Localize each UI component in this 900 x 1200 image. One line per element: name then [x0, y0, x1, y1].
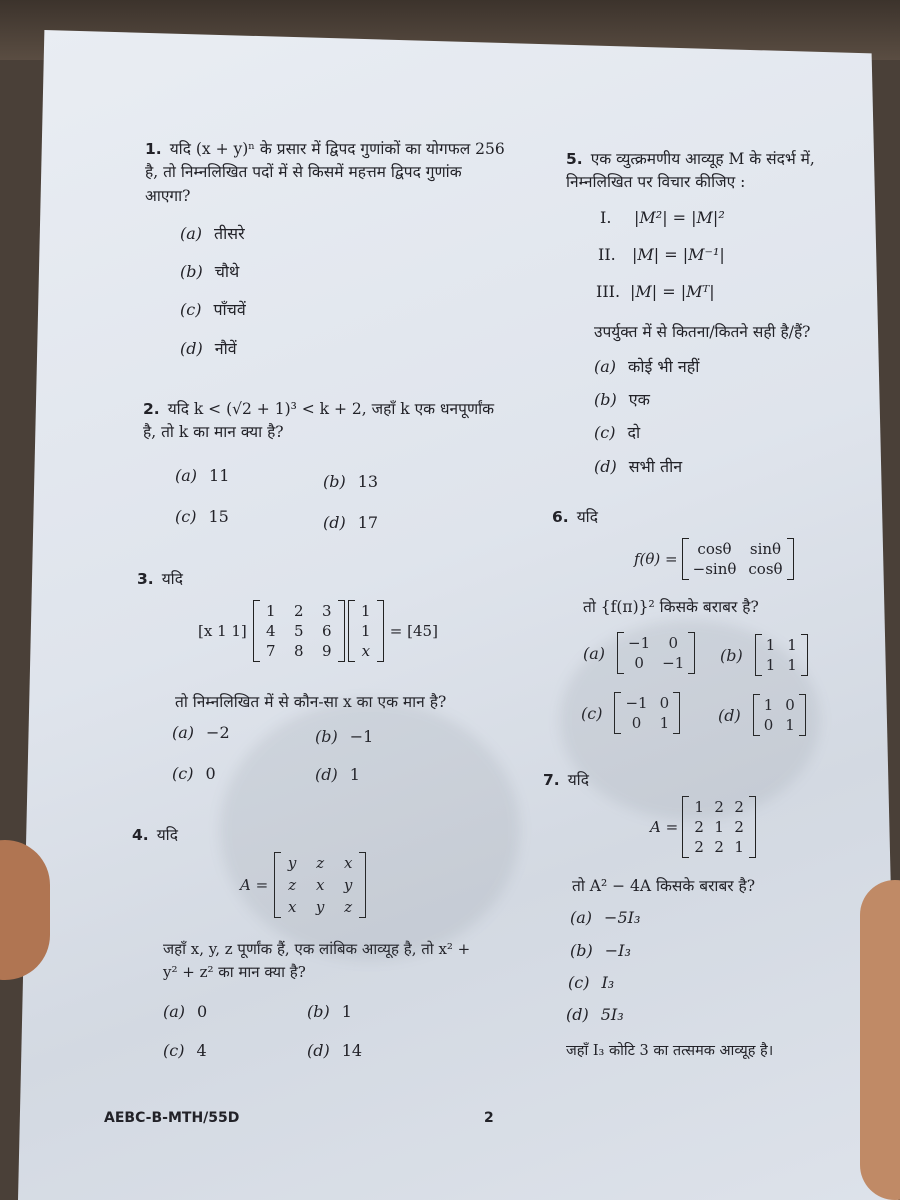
- bracket-right: [801, 634, 808, 676]
- question-number: 7.: [543, 771, 560, 789]
- matrix-cell: 1: [659, 714, 670, 732]
- question-5: [566, 148, 866, 195]
- q7-matrix-equation: [650, 796, 756, 858]
- question-number: 5.: [566, 150, 583, 168]
- matrix-cell: x: [343, 854, 353, 872]
- matrix-cell: 2: [714, 798, 724, 816]
- q6-option-c[interactable]: (c) −1 0 0 1: [581, 692, 680, 734]
- q2-option-a[interactable]: (a) 11: [175, 466, 230, 485]
- function-lhs: f(θ) =: [634, 550, 678, 568]
- q6-option-a[interactable]: (a) −1 0 0 −1: [583, 632, 695, 674]
- matrix-3x3: [281, 852, 359, 918]
- matrix-3x3: [260, 600, 338, 662]
- matrix-cell: cosθ: [748, 560, 783, 578]
- question-2: [143, 398, 503, 445]
- matrix-cell: −1: [628, 634, 651, 652]
- matrix-cell: y: [315, 898, 325, 916]
- matrix-cell: 1: [763, 696, 774, 714]
- question-6: [552, 505, 598, 527]
- q5-option-c[interactable]: (c) दो: [594, 423, 641, 442]
- matrix-cell: 1: [785, 716, 795, 734]
- matrix-3x3: [689, 796, 749, 858]
- q6-option-d[interactable]: (d) 1 0 0 1: [718, 694, 806, 736]
- matrix-cell: −1: [662, 654, 685, 672]
- question-intro: यदि: [567, 771, 589, 789]
- question-text: जहाँ x, y, z पूर्णांक हैं, एक लांबिक आव्यूह है, तो x² + y² + z² का मान क्या है?: [163, 940, 471, 981]
- q4-option-b[interactable]: (b) 1: [307, 1002, 352, 1021]
- bracket-right: [749, 796, 756, 858]
- bracket-left: [274, 852, 281, 918]
- paper-code: AEBC-B-MTH/55D: [104, 1110, 240, 1126]
- q3-option-c[interactable]: (c) 0: [172, 764, 216, 783]
- bracket-right: [338, 600, 345, 662]
- q3-option-b[interactable]: (b) −1: [315, 727, 374, 746]
- question-3: [137, 567, 183, 589]
- question-intro: यदि: [156, 826, 178, 844]
- matrix-cell: y: [287, 854, 297, 872]
- matrix-2x2: [689, 538, 787, 580]
- bracket-right: [359, 852, 366, 918]
- q7-option-c[interactable]: (c) I₃: [568, 973, 615, 992]
- bracket-left: [682, 538, 689, 580]
- matrix-cell: 0: [659, 694, 670, 712]
- matrix-cell: z: [288, 876, 297, 894]
- matrix-cell: 4: [266, 622, 276, 640]
- question-number: 1.: [145, 140, 162, 158]
- left-thumb: [0, 840, 50, 980]
- question-4: [132, 823, 178, 845]
- question-note: जहाँ I₃ कोटि 3 का तत्समक आव्यूह है।: [566, 1043, 774, 1059]
- question-number: 3.: [137, 570, 154, 588]
- q4-matrix-equation: [240, 852, 366, 918]
- matrix-cell: 1: [765, 636, 776, 654]
- q2-option-b[interactable]: (b) 13: [323, 472, 379, 491]
- q5-statement-1: I. |M²| = |M|²: [600, 208, 725, 227]
- q3-option-d[interactable]: (d) 1: [315, 765, 360, 784]
- q7-option-b[interactable]: (b) −I₃: [570, 941, 631, 960]
- bracket-right: [787, 538, 794, 580]
- question-prompt: उपर्युक्त में से कितना/कितने सही है/हैं?: [594, 323, 811, 341]
- matrix-cell: 7: [266, 642, 276, 660]
- bracket-left: [755, 634, 762, 676]
- question-number: 6.: [552, 508, 569, 526]
- q4-option-c[interactable]: (c) 4: [163, 1041, 207, 1060]
- question-text: तो {f(π)}² किसके बराबर है?: [583, 598, 759, 616]
- matrix-cell: 1: [361, 602, 371, 620]
- matrix-cell: 1: [266, 602, 276, 620]
- bracket-left: [348, 600, 355, 662]
- question-intro: यदि: [576, 508, 598, 526]
- q1-option-d[interactable]: (d) नौवें: [180, 339, 237, 358]
- matrix-cell: 2: [734, 818, 744, 836]
- matrix-cell: 6: [322, 622, 332, 640]
- option-matrix: [755, 634, 808, 676]
- matrix-cell: sinθ: [749, 540, 782, 558]
- question-text: यदि k < (√2 + 1)³ < k + 2, जहाँ k एक धनपूर्णांक है, तो k का मान क्या है?: [143, 400, 495, 442]
- equation-rhs: = [45]: [389, 622, 438, 640]
- q1-option-a[interactable]: (a) तीसरे: [180, 224, 245, 243]
- question-1: [145, 138, 510, 208]
- bracket-right: [377, 600, 384, 662]
- matrix-cell: 1: [787, 656, 797, 674]
- bracket-left: [682, 796, 689, 858]
- matrix-cell: 2: [694, 818, 704, 836]
- q1-option-b[interactable]: (b) चौथे: [180, 262, 240, 281]
- bracket-right: [673, 692, 680, 734]
- right-finger: [860, 880, 900, 1200]
- matrix-cell: 0: [763, 716, 774, 734]
- row-vector: [x 1 1]: [198, 622, 247, 640]
- question-text: तो निम्नलिखित में से कौन-सा x का एक मान है?: [175, 693, 447, 711]
- q4-option-d[interactable]: (d) 14: [307, 1041, 363, 1060]
- q2-option-c[interactable]: (c) 15: [175, 507, 229, 526]
- q5-statement-2: II. |M| = |M⁻¹|: [598, 245, 725, 264]
- matrix-cell: 1: [361, 622, 371, 640]
- matrix-cell: x: [315, 876, 325, 894]
- bracket-left: [617, 632, 624, 674]
- matrix-cell: −sinθ: [692, 560, 737, 578]
- bracket-right: [688, 632, 695, 674]
- matrix-cell: 8: [294, 642, 304, 660]
- matrix-cell: 5: [294, 622, 304, 640]
- matrix-cell: 0: [668, 634, 678, 652]
- question-number: 4.: [132, 826, 149, 844]
- question-text: यदि (x + y)ⁿ के प्रसार में द्विपद गुणांकों का योगफल 256 है, तो निम्नलिखित पदों में से किसमें महत्तम द्विपद गुणांक आएगा?: [145, 140, 505, 205]
- matrix-cell: 0: [634, 654, 644, 672]
- matrix-cell: z: [344, 898, 353, 916]
- matrix-cell: z: [316, 854, 325, 872]
- matrix-lhs: A =: [650, 818, 679, 836]
- option-matrix: [753, 694, 806, 736]
- q7-option-a[interactable]: (a) −5I₃: [570, 908, 641, 927]
- bracket-left: [753, 694, 760, 736]
- option-matrix: [614, 692, 680, 734]
- q7-option-d[interactable]: (d) 5I₃: [566, 1005, 624, 1024]
- q5-option-a[interactable]: (a) कोई भी नहीं: [594, 357, 700, 376]
- question-number: 2.: [143, 400, 160, 418]
- matrix-cell: 2: [694, 838, 704, 856]
- matrix-cell: 0: [785, 696, 795, 714]
- bracket-right: [799, 694, 806, 736]
- bracket-left: [253, 600, 260, 662]
- matrix-lhs: A =: [240, 876, 269, 894]
- q5-statement-3: III. |M| = |Mᵀ|: [596, 282, 715, 301]
- question-intro: यदि: [161, 570, 183, 588]
- matrix-cell: 2: [714, 838, 724, 856]
- matrix-cell: 3: [322, 602, 332, 620]
- q2-option-d[interactable]: (d) 17: [323, 513, 379, 532]
- matrix-cell: cosθ: [697, 540, 732, 558]
- matrix-cell: 1: [765, 656, 776, 674]
- matrix-cell: 2: [294, 602, 304, 620]
- q3-option-a[interactable]: (a) −2: [172, 723, 230, 742]
- matrix-cell: 9: [322, 642, 332, 660]
- matrix-cell: x: [287, 898, 297, 916]
- q5-option-b[interactable]: (b) एक: [594, 390, 650, 409]
- matrix-cell: 1: [734, 838, 744, 856]
- matrix-cell: 2: [734, 798, 744, 816]
- matrix-cell: −1: [625, 694, 648, 712]
- question-7: [543, 768, 589, 790]
- q5-option-d[interactable]: (d) सभी तीन: [594, 457, 683, 476]
- matrix-cell: x: [361, 642, 371, 660]
- question-text: तो A² − 4A किसके बराबर है?: [572, 877, 756, 895]
- q1-option-c[interactable]: (c) पाँचवें: [180, 300, 246, 319]
- page-number: 2: [484, 1110, 494, 1126]
- matrix-cell: 0: [631, 714, 642, 732]
- matrix-cell: 1: [787, 636, 797, 654]
- matrix-cell: 1: [714, 818, 724, 836]
- q6-function-matrix: [634, 538, 794, 580]
- option-matrix: [617, 632, 695, 674]
- matrix-cell: 1: [694, 798, 704, 816]
- q6-option-b[interactable]: (b) 1 1 1 1: [720, 634, 808, 676]
- bracket-left: [614, 692, 621, 734]
- column-vector: [355, 600, 377, 662]
- question-text: एक व्युत्क्रमणीय आव्यूह M के संदर्भ में, निम्नलिखित पर विचार कीजिए :: [566, 150, 815, 192]
- matrix-cell: y: [343, 876, 353, 894]
- q4-option-a[interactable]: (a) 0: [163, 1002, 208, 1021]
- q3-equation: [198, 600, 438, 662]
